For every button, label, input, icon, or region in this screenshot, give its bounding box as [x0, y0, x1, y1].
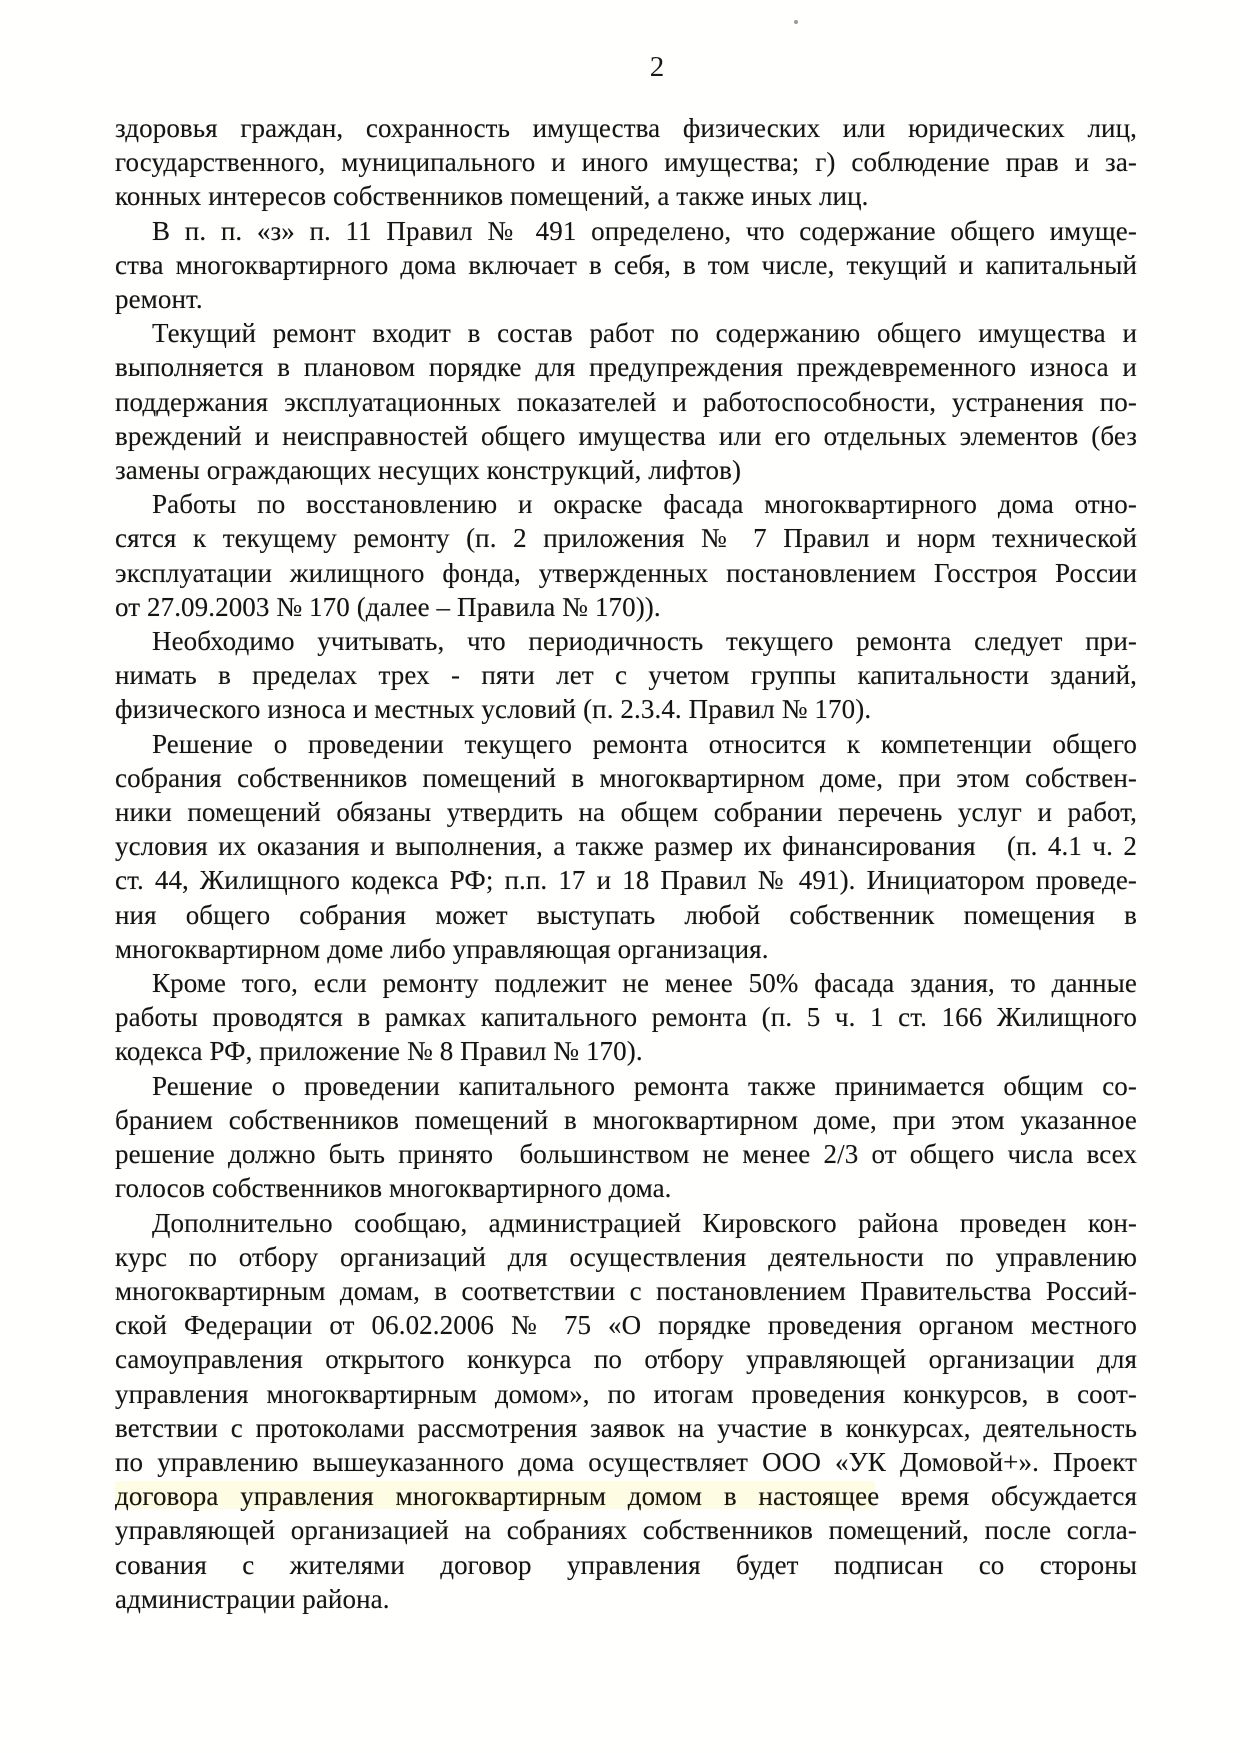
text-line: администрации района. [115, 1583, 390, 1614]
text-line: курс по отбору организаций для осуществления деятельности по управлению [115, 1241, 1137, 1272]
text-line: бранием собственников помещений в многоквартирном доме, при этом указанное [115, 1104, 1137, 1135]
text-line: Решение о проведении капитального ремонта также принимается общим со- [152, 1070, 1137, 1101]
text-line: Кроме того, если ремонту подлежит не менее 50% фасада здания, то данные [152, 968, 1137, 999]
text-line: по управлению вышеуказанного дома осуществляет ООО «УК Домовой+». Проект [115, 1446, 1137, 1477]
paragraph [115, 111, 1137, 214]
text-line: многоквартирном доме либо управляющая организация. [115, 933, 769, 964]
text-line: сятся к текущему ремонту (п. 2 приложения № 7 Правил и норм технической [115, 523, 1137, 554]
text-line: многоквартирным домам, в соответствии с постановлением Правительства Россий- [115, 1275, 1137, 1306]
paragraph [115, 624, 1137, 727]
text-line: управляющей организацией на собраниях собственников помещений, после согла- [115, 1515, 1137, 1546]
document-body [115, 111, 1137, 1616]
text-line: от 27.09.2003 № 170 (далее – Правила № 170)). [115, 591, 661, 622]
paragraph [115, 214, 1137, 317]
text-line: ветствии с протоколами рассмотрения заявок на участие в конкурсах, деятельность [115, 1412, 1137, 1443]
text-line: самоуправления открытого конкурса по отбору управляющей организации для [115, 1344, 1137, 1375]
text-line: решение должно быть принято большинством не менее 2/3 от общего числа всех [115, 1139, 1137, 1170]
paragraph [115, 316, 1137, 487]
text-line: Дополнительно сообщаю, администрацией Кировского района проведен кон- [152, 1207, 1137, 1238]
text-line: кодекса РФ, приложение № 8 Правил № 170). [115, 1036, 643, 1067]
text-line: сования с жителями договор управления будет подписан со стороны [115, 1549, 1137, 1580]
text-line: голосов собственников многоквартирного дома. [115, 1173, 672, 1204]
text-line: здоровья граждан, сохранность имущества физических или юридических лиц, [115, 113, 1137, 143]
paragraph [115, 966, 1137, 1069]
text-line: вреждений и неисправностей общего имущества или его отдельных элементов (без [115, 420, 1137, 451]
paragraph [115, 1069, 1137, 1206]
text-line: Необходимо учитывать, что периодичность текущего ремонта следует при- [152, 626, 1137, 657]
text-line: ния общего собрания может выступать любой собственник помещения в [115, 899, 1137, 930]
paragraph [115, 1206, 1137, 1616]
text-line: работы проводятся в рамках капитального ремонта (п. 5 ч. 1 ст. 166 Жилищного [115, 1002, 1137, 1033]
text-line: государственного, муниципального и иного имущества; г) соблюдение прав и за- [115, 147, 1137, 178]
text-line: конных интересов собственников помещений, а также иных лиц. [115, 181, 869, 212]
paragraph [115, 727, 1137, 966]
text-line: ской Федерации от 06.02.2006 № 75 «О порядке проведения органом местного [115, 1310, 1137, 1341]
text-line: ства многоквартирного дома включает в себя, в том числе, текущий и капитальный [115, 249, 1137, 280]
text-line: собрания собственников помещений в многоквартирном доме, при этом собствен- [115, 762, 1137, 793]
text-line: физического износа и местных условий (п. 2.3.4. Правил № 170). [115, 694, 872, 725]
page-number: 2 [649, 51, 665, 83]
text-line: ст. 44, Жилищного кодекса РФ; п.п. 17 и 18 Правил № 491). Инициатором проведе- [115, 865, 1137, 896]
text-line: управления многоквартирным домом», по итогам проведения конкурсов, в соот- [115, 1378, 1137, 1409]
text-line: договора управления многоквартирным домом в настоящее время обсуждается [115, 1481, 1137, 1512]
scan-speck-artifact [794, 20, 798, 24]
text-line: В п. п. «з» п. 11 Правил № 491 определено, что содержание общего имуще- [152, 215, 1137, 246]
text-line: ремонт. [115, 284, 203, 315]
text-line: Решение о проведении текущего ремонта относится к компетенции общего [152, 728, 1137, 759]
text-line: Текущий ремонт входит в состав работ по содержанию общего имущества и [152, 318, 1137, 349]
text-line: эксплуатации жилищного фонда, утвержденных постановлением Госстроя России [115, 557, 1137, 588]
text-line: условия их оказания и выполнения, а также размер их финансирования (п. 4.1 ч. 2 [115, 831, 1137, 862]
text-line: замены ограждающих несущих конструкций, лифтов) [115, 455, 742, 486]
text-line: поддержания эксплуатационных показателей и работоспособности, устранения по- [115, 386, 1137, 417]
paragraph [115, 487, 1137, 624]
text-line: Работы по восстановлению и окраске фасада многоквартирного дома отно- [152, 489, 1137, 520]
text-line: ники помещений обязаны утвердить на общем собрании перечень услуг и работ, [115, 797, 1137, 828]
text-line: нимать в пределах трех - пяти лет с учетом группы капитальности зданий, [115, 660, 1137, 691]
text-line: выполняется в плановом порядке для предупреждения преждевременного износа и [115, 352, 1137, 383]
